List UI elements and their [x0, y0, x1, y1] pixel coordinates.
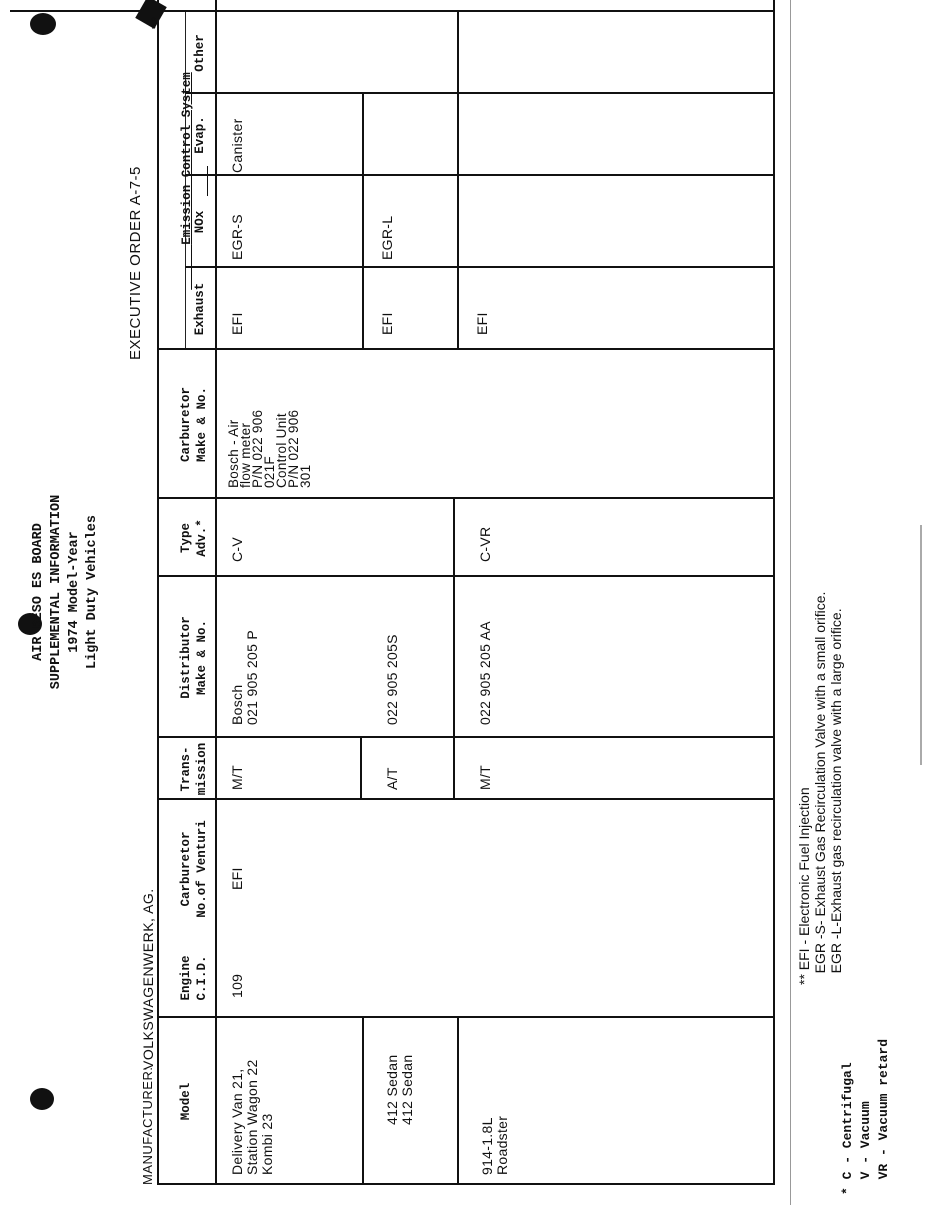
header-carburetor-venturi: Carburetor No.of Venturi: [179, 820, 209, 918]
header-engine-cid: Engine C.I.D.: [179, 955, 209, 1001]
scan-edge-line: [790, 0, 791, 1205]
header-type-advance: Type Adv.*: [179, 519, 209, 557]
cell-nox: EGR-L: [379, 215, 395, 260]
row-divider-1-model: [362, 1018, 364, 1185]
cell-model: 914-1.8L Roadster: [479, 1115, 510, 1175]
cell-transmission: M/T: [229, 764, 245, 790]
emission-group-title: Emission Control System: [180, 72, 194, 245]
header-model: Model: [179, 1082, 193, 1121]
cell-exhaust: EFI: [379, 312, 395, 335]
legend-egr-l: EGR -L-Exhaust gas recirculation valve with a large orifice.: [828, 608, 844, 985]
header-exhaust: Exhaust: [193, 282, 207, 336]
cell-nox: EGR-S: [229, 214, 245, 260]
row-divider-exhaust-3: [457, 12, 459, 350]
col-divider-evap-other: [185, 92, 773, 94]
model-year: 1974 Model-Year: [67, 531, 82, 653]
col-divider-trans-dist: [157, 736, 773, 738]
col-divider-dist-type: [157, 575, 773, 577]
col-divider-nox-evap: [185, 174, 773, 176]
header-carburetor-make: Carburetor Make & No.: [179, 387, 209, 463]
cell-carburetor-make: Bosch - Air flow meter P/N 022 906 021F Control Unit P/N 022 906 301: [226, 409, 313, 488]
legend-centrifugal: * C - Centrifugal: [840, 1062, 855, 1195]
cell-transmission: A/T: [384, 767, 400, 790]
col-border-left: [157, 1183, 773, 1185]
vehicle-class: Light Duty Vehicles: [85, 515, 100, 669]
manufacturer-value: VOLKSWAGENWERK, AG.: [140, 888, 156, 1070]
header-transmission: Trans- mission: [179, 742, 209, 796]
supplemental-information-title: SUPPLEMENTAL INFORMATION: [49, 494, 64, 690]
legend-egr-s: EGR -S- Exhaust Gas Recirculation Valve with a small orifice.: [812, 591, 828, 985]
cell-type-advance: C-VR: [477, 526, 493, 562]
col-divider-exhaust-nox: [185, 266, 773, 268]
punch-hole-mark: [30, 13, 56, 35]
legend-vacuum: V - Vacuum: [858, 1101, 873, 1195]
row-divider-2-model: [457, 1018, 459, 1185]
manufacturer-label: MANUFACTURER:: [140, 1066, 155, 1185]
scan-edge-mark: [920, 525, 922, 765]
punch-hole-mark: [30, 1088, 54, 1110]
table-top-border: [157, 0, 159, 1185]
header-evap: Evap.: [193, 116, 207, 154]
title-block: [30, 442, 102, 742]
header-other: Other: [193, 34, 207, 72]
col-divider-model-engine: [157, 1016, 773, 1018]
cell-distributor: 022 905 205S: [384, 634, 400, 725]
cell-engine-cid: 109: [229, 973, 245, 998]
col-border-right: [10, 10, 773, 12]
header-bottom-border: [215, 0, 217, 1185]
table-bottom-border: [773, 0, 775, 1185]
cell-type-advance: C-V: [229, 536, 245, 562]
emission-group-footnote-marker: **: [150, 15, 164, 30]
legend-efi: ** EFI - Electronic Fuel Injection: [796, 787, 812, 985]
row-divider-2-trans: [453, 499, 455, 800]
executive-order-number: EXECUTIVE ORDER A-7-5: [127, 166, 144, 360]
cell-distributor: Bosch 021 905 205 P: [229, 630, 260, 725]
row-divider-1-trans: [360, 738, 362, 800]
header-nox: NOx: [193, 210, 207, 234]
cell-model: 412 Sedan 412 Sedan: [384, 1054, 415, 1125]
cell-distributor: 022 905 205 AA: [477, 621, 493, 725]
col-divider-carb-trans: [157, 798, 773, 800]
cell-model: Delivery Van 21, Station Wagon 22 Kombi 23: [229, 1059, 275, 1175]
cell-evap: Canister: [229, 118, 245, 173]
header-distributor: Distributor Make & No.: [179, 616, 209, 699]
legend-vacuum-retard: VR - Vacuum retard: [876, 1038, 891, 1195]
agency-name: AIR RESO ES BOARD: [31, 523, 46, 661]
cell-transmission: M/T: [477, 764, 493, 790]
cell-carb-venturi: EFI: [229, 867, 245, 890]
row-divider-nox-exhaust: [362, 94, 364, 350]
col-divider-type-carb: [157, 497, 773, 499]
cell-exhaust: EFI: [474, 312, 490, 335]
col-divider-carb-exhaust: [157, 348, 773, 350]
cell-exhaust: EFI: [229, 312, 245, 335]
